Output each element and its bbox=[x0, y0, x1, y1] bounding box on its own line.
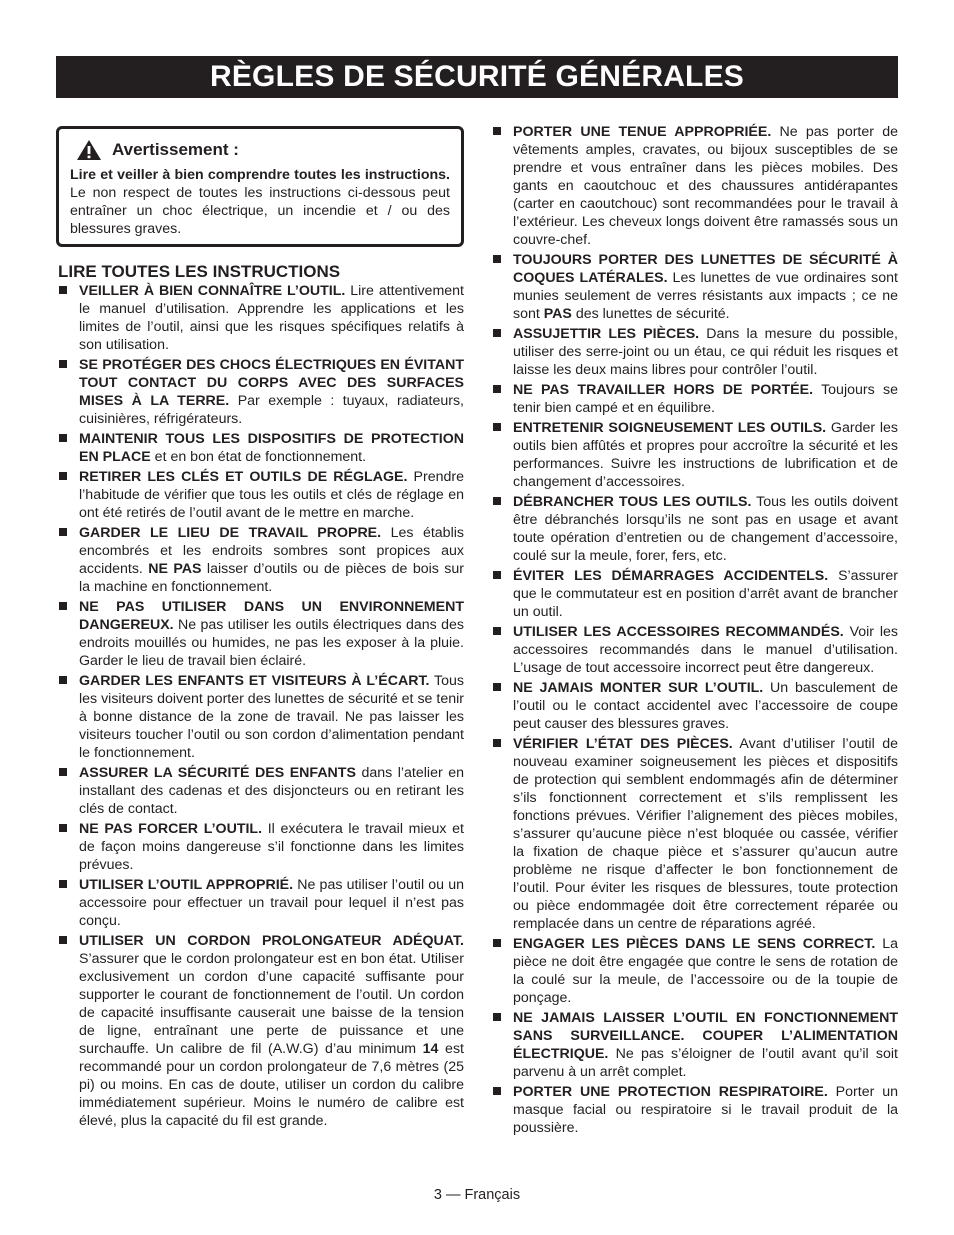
rule-text-2: est recommandé pour un cordon prolongateur de 7,6 mètres (25 pi) ou moins. En cas de doute, utiliser un cordon du calibre immédiatement supérieur. Moins le numéro de calibre est élevé, plus la capacité du fil est grande. bbox=[79, 1041, 464, 1129]
warning-bold: Lire et veiller à bien comprendre toutes les instructions. bbox=[70, 167, 450, 183]
bullet-icon bbox=[493, 739, 501, 747]
list-item bbox=[56, 282, 464, 354]
bullet-icon bbox=[493, 627, 501, 635]
rule-bold: NE PAS TRAVAILLER HORS DE PORTÉE. bbox=[513, 382, 814, 398]
rule-text: Avant d’utiliser l’outil de nouveau examiner soigneusement les pièces et dispositifs de protection qui semblent endommagés afin de déterminer s’ils fonctionnent correctement et s’ils remplissent les fonctions prévues. Vérifier l’alignement des pièces mobiles, s’assurer qu’aucune pièce n’est bloquée ou cassée, vérifier la fixation de chaque pièce et s’assurer qu’aucun autre problème ne risque d’affecter le bon fonctionnement de l’outil. Pour éviter les risques de blessures, toute protection ou pièce endommagée doit être correctement réparée ou remplacée dans un centre de réparations agréé. bbox=[513, 736, 898, 932]
list-item bbox=[490, 567, 898, 621]
left-rules-list bbox=[56, 282, 464, 1130]
bullet-icon bbox=[59, 286, 67, 294]
bullet-icon bbox=[493, 127, 501, 135]
bullet-icon bbox=[493, 1013, 501, 1021]
rule-bold: SE PROTÉGER DES CHOCS ÉLECTRIQUES EN ÉVITANT TOUT CONTACT DU CORPS AVEC DES SURFACES MISES À LA TERRE. bbox=[79, 357, 464, 409]
list-item bbox=[490, 123, 898, 249]
rule-text: Par exemple : tuyaux, radiateurs, cuisinières, réfrigérateurs. bbox=[79, 393, 464, 427]
list-item bbox=[490, 735, 898, 933]
bullet-icon bbox=[59, 676, 67, 684]
bullet-icon bbox=[493, 385, 501, 393]
bullet-icon bbox=[493, 1087, 501, 1095]
list-item bbox=[56, 820, 464, 874]
rule-bold: NE JAMAIS LAISSER L’OUTIL EN FONCTIONNEMENT SANS SURVEILLANCE. COUPER L’ALIMENTATION ÉLECTRIQUE. bbox=[513, 1010, 898, 1062]
bullet-icon bbox=[59, 602, 67, 610]
rule-text: Porter un masque facial ou respiratoire si le travail produit de la poussière. bbox=[513, 1084, 898, 1136]
warning-box bbox=[56, 126, 464, 247]
bullet-icon bbox=[493, 423, 501, 431]
bullet-icon bbox=[493, 497, 501, 505]
rule-text: S’assurer que le commutateur est en position d’arrêt avant de brancher un outil. bbox=[513, 568, 898, 620]
rule-text: Les lunettes de vue ordinaires sont munies seulement de verres résistants aux impacts ; ce ne sont bbox=[513, 270, 898, 322]
rule-bold: ÉVITER LES DÉMARRAGES ACCIDENTELS. bbox=[513, 568, 829, 584]
list-item bbox=[490, 493, 898, 565]
bullet-icon bbox=[493, 683, 501, 691]
rule-text: Tous les outils doivent être débranchés lorsqu’ils ne sont pas en usage et avant toute opération d’entretien ou de changement d’accessoire, coulé sur la meule, forer, fers, etc. bbox=[513, 494, 898, 564]
bullet-icon bbox=[59, 768, 67, 776]
rule-text: Voir les accessoires recommandés dans le manuel d’utilisation. L’usage de tout accessoire incorrect peut être dangereux. bbox=[513, 624, 899, 676]
rule-bold: PORTER UNE TENUE APPROPRIÉE. bbox=[513, 124, 772, 140]
list-item bbox=[56, 876, 464, 930]
rule-text: Il exécutera le travail mieux et de façon moins dangereuse s’il fonctionne dans les limites prévues. bbox=[79, 821, 464, 873]
page-footer: 3 — Français bbox=[433, 1187, 521, 1203]
bullet-icon bbox=[493, 571, 501, 579]
rule-text: Ne pas s’éloigner de l’outil avant qu’il soit parvenu à un arrêt complet. bbox=[513, 1046, 898, 1080]
rule-text: S’assurer que le cordon prolongateur est en bon état. Utiliser exclusivement un cordon d’une capacité suffisante pour supporter le courant de fonctionnement de l’outil. Un cordon de capacité insuffisante causerait une baisse de la tension de ligne, entraînant une perte de puissance et une surchauffe. Un calibre de fil (A.W.G) d’au minimum bbox=[79, 951, 464, 1057]
bullet-icon bbox=[59, 434, 67, 442]
rule-bold: PORTER UNE PROTECTION RESPIRATOIRE. bbox=[513, 1084, 828, 1100]
rule-bold-2: PAS bbox=[543, 306, 572, 322]
rule-text: Tous les visiteurs doivent porter des lunettes de sécurité et se tenir à bonne distance de la zone de travail. Ne pas laisser les visiteurs toucher l’outil ou son cordon d’alimentation pendant le fonctionnement. bbox=[79, 673, 465, 761]
rule-bold: VÉRIFIER L’ÉTAT DES PIÈCES. bbox=[513, 736, 733, 752]
list-item bbox=[56, 468, 464, 522]
list-item bbox=[56, 524, 464, 596]
list-item bbox=[56, 430, 464, 466]
warning-title: Avertissement : bbox=[112, 140, 239, 159]
rule-text: Prendre l’habitude de vérifier que tous les outils et clés de réglage en ont été retirés de l’outil avant de le mettre en marche. bbox=[79, 469, 464, 521]
list-item bbox=[490, 679, 898, 733]
warning-triangle-icon bbox=[76, 139, 102, 161]
rule-text: et en bon état de fonctionnement. bbox=[150, 449, 367, 465]
bullet-icon bbox=[59, 472, 67, 480]
list-item bbox=[490, 325, 898, 379]
list-item bbox=[56, 356, 464, 428]
rule-bold: NE JAMAIS MONTER SUR L’OUTIL. bbox=[513, 680, 764, 696]
rule-text: Dans la mesure du possible, utiliser des serre-joint ou un étau, ce qui réduit les risques et laisse les deux mains libres pour contrôler l’outil. bbox=[513, 326, 898, 378]
rule-bold: MAINTENIR TOUS LES DISPOSITIFS DE PROTECTION EN PLACE bbox=[79, 431, 464, 465]
list-item bbox=[490, 1083, 898, 1137]
bullet-icon bbox=[493, 255, 501, 263]
rule-text: Toujours se tenir bien campé et en équilibre. bbox=[513, 382, 898, 416]
rule-bold: GARDER LE LIEU DE TRAVAIL PROPRE. bbox=[79, 525, 382, 541]
rule-bold: ASSUJETTIR LES PIÈCES. bbox=[513, 326, 700, 342]
rule-bold: UTILISER L’OUTIL APPROPRIÉ. bbox=[79, 877, 294, 893]
rule-text: Les établis encombrés et les endroits sombres sont propices aux accidents. bbox=[79, 525, 464, 577]
section-title: LIRE TOUTES LES INSTRUCTIONS bbox=[58, 262, 341, 281]
bullet-icon bbox=[59, 360, 67, 368]
bullet-icon bbox=[493, 939, 501, 947]
list-item bbox=[490, 251, 898, 323]
rule-text: Ne pas utiliser les outils électriques dans des endroits mouillés ou humides, ne pas les exposer à la pluie. Garder le lieu de travail bien éclairé. bbox=[79, 617, 464, 669]
rule-bold: ENGAGER LES PIÈCES DANS LE SENS CORRECT. bbox=[513, 936, 876, 952]
rule-text: dans l’atelier en installant des cadenas et des disjoncteurs ou en retirant les clés de contact. bbox=[79, 765, 464, 817]
rule-text-2: des lunettes de sécurité. bbox=[571, 306, 730, 322]
warning-header bbox=[76, 139, 450, 161]
list-item bbox=[490, 935, 898, 1007]
bullet-icon bbox=[59, 528, 67, 536]
rule-bold: ENTRETENIR SOIGNEUSEMENT LES OUTILS. bbox=[513, 420, 827, 436]
list-item bbox=[56, 764, 464, 818]
warning-body: Le non respect de toutes les instructions ci-dessous peut entraîner un choc électrique, un incendie et / ou des blessures graves. bbox=[70, 185, 450, 237]
left-column bbox=[56, 126, 464, 1132]
list-item bbox=[56, 598, 464, 670]
rule-text: Lire attentivement le manuel d’utilisation. Apprendre les applications et les limites de l’outil, ainsi que les risques spécifiques relatifs à son utilisation. bbox=[79, 283, 464, 353]
rule-bold: UTILISER UN CORDON PROLONGATEUR ADÉQUAT. bbox=[79, 933, 464, 949]
bullet-icon bbox=[59, 880, 67, 888]
rule-bold: NE PAS FORCER L’OUTIL. bbox=[79, 821, 263, 837]
rule-bold-2: 14 bbox=[422, 1041, 439, 1057]
bullet-icon bbox=[59, 824, 67, 832]
rule-text: Un basculement de l’outil ou le contact accidentel avec l’accessoire de coupe peut causer des blessures graves. bbox=[513, 680, 898, 732]
rule-bold-2: NE PAS bbox=[148, 561, 202, 577]
list-item bbox=[56, 672, 464, 762]
list-item bbox=[490, 1009, 898, 1081]
right-rules-list bbox=[490, 123, 898, 1137]
rule-bold: VEILLER À BIEN CONNAÎTRE L’OUTIL. bbox=[79, 283, 346, 299]
list-item bbox=[490, 381, 898, 417]
rule-bold: UTILISER LES ACCESSOIRES RECOMMANDÉS. bbox=[513, 624, 844, 640]
warning-text bbox=[70, 166, 450, 238]
rule-bold: GARDER LES ENFANTS ET VISITEURS À L’ÉCART. bbox=[79, 673, 430, 689]
right-column bbox=[490, 123, 898, 1139]
bullet-icon bbox=[493, 329, 501, 337]
list-item bbox=[490, 623, 898, 677]
rule-bold: ASSURER LA SÉCURITÉ DES ENFANTS bbox=[79, 765, 356, 781]
rule-bold: TOUJOURS PORTER DES LUNETTES DE SÉCURITÉ À COQUES LATÉRALES. bbox=[513, 252, 898, 286]
rule-bold: NE PAS UTILISER DANS UN ENVIRONNEMENT DANGEREUX. bbox=[79, 599, 464, 633]
rule-text: Ne pas porter de vêtements amples, cravates, ou bijoux susceptibles de se prendre et vous entraîner dans les pièces mobiles. Des gants en caoutchouc et des chaussures antidérapantes (carter en caoutchouc) sont recommandées pour le travail à l’extérieur. Les cheveux longs doivent être ramassés sous un couvre-chef. bbox=[513, 124, 898, 248]
rule-text: La pièce ne doit être engagée que contre le sens de rotation de la coulé sur la meule, de l’accessoire ou de la toupie de ponçage. bbox=[513, 936, 898, 1006]
rule-bold: RETIRER LES CLÉS ET OUTILS DE RÉGLAGE. bbox=[79, 469, 408, 485]
rule-text-2: laisser d’outils ou de pièces de bois sur la machine en fonctionnement. bbox=[79, 561, 464, 595]
bullet-icon bbox=[59, 936, 67, 944]
page-title: RÈGLES DE SÉCURITÉ GÉNÉRALES bbox=[56, 56, 898, 98]
rule-text: Ne pas utiliser l’outil ou un accessoire pour effectuer un travail pour lequel il n’est pas conçu. bbox=[79, 877, 464, 929]
list-item bbox=[490, 419, 898, 491]
rule-bold: DÉBRANCHER TOUS LES OUTILS. bbox=[513, 494, 752, 510]
rule-text: Garder les outils bien affûtés et propres pour accroître la sécurité et les performances. Suivre les instructions de lubrification et de changement d’accessoires. bbox=[513, 420, 898, 490]
list-item bbox=[56, 932, 464, 1130]
